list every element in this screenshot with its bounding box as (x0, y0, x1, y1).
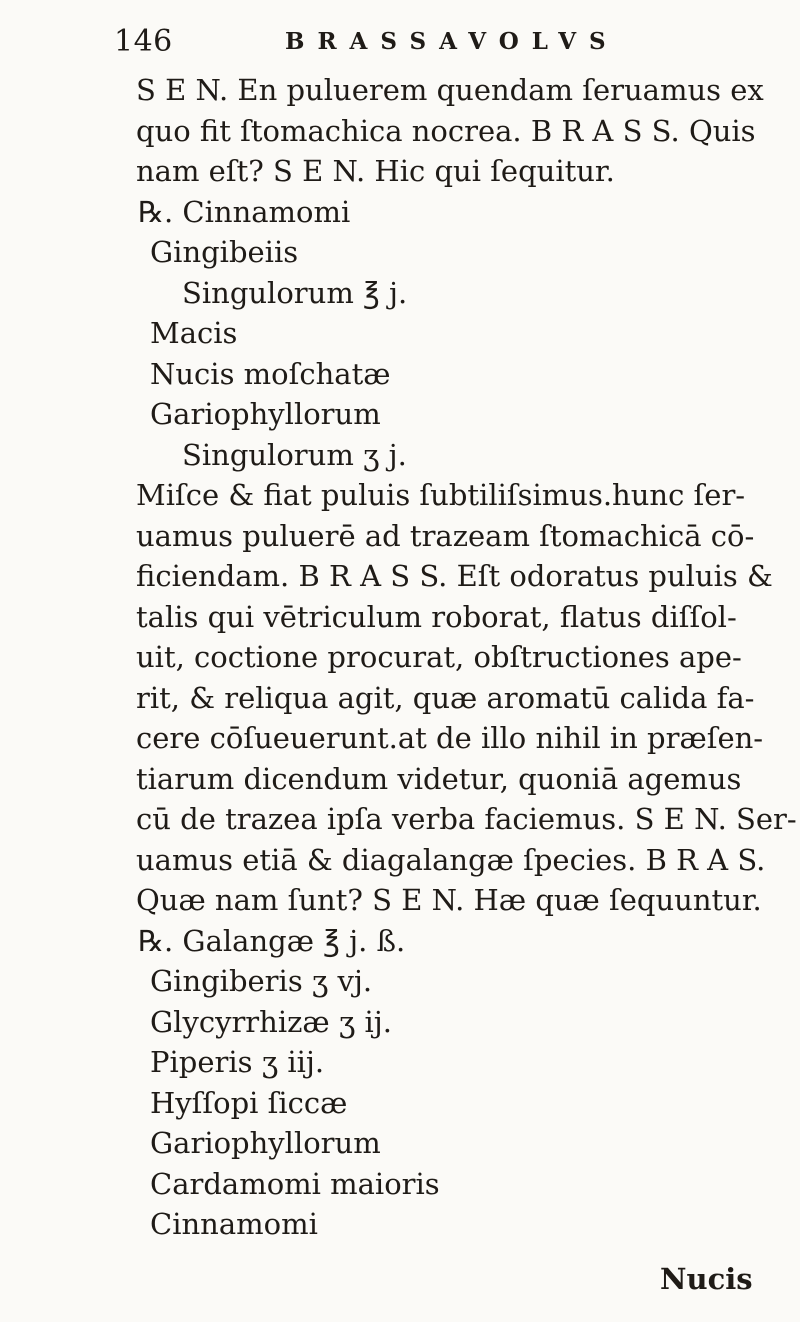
text-line: uamus puluerē ad trazeam ſtomachicā cō- (136, 518, 755, 553)
text-line: S E N. En puluerem quendam ſeruamus ex (136, 73, 764, 107)
page-header (110, 20, 670, 60)
recipe-line: Gingiberis ʒ vj. (150, 964, 373, 998)
recipe-line: Macis (150, 316, 238, 350)
recipe-line: Singulorum ℥ j. (182, 275, 408, 310)
text-line: Miſce & fiat puluis ſubtiliſsimus.hunc ſer- (136, 478, 746, 512)
text-line: quo fit ſtomachica nocrea. B R A S S. Quis (136, 113, 756, 148)
recipe-line: Cinnamomi (150, 1207, 318, 1241)
recipe-line: Singulorum ʒ j. (182, 437, 407, 472)
recipe-line: ℞. Galangæ ℥ j. ß. (138, 923, 406, 958)
text-line: uamus etiā & diagalangæ ſpecies. B R A S. (136, 842, 766, 877)
text-line: nam eſt? S E N. Hic qui ſequitur. (136, 154, 615, 188)
recipe-line: Piperis ʒ iij. (150, 1045, 325, 1079)
body-text (136, 70, 797, 1245)
recipe-line: Glycyrrhizæ ʒ ij. (150, 1004, 392, 1039)
page-number: 146 (114, 24, 173, 59)
text-line: tiarum dicendum videtur, quoniā agemus (136, 761, 742, 796)
text-line: cū de trazea ipſa verba faciemus. S E N. Ser- (136, 802, 797, 836)
text-line: uit, coctione procurat, obſtructiones ape- (136, 640, 742, 674)
recipe-line: ℞. Cinnamomi (138, 194, 351, 229)
catchword: Nucis (660, 1262, 753, 1296)
recipe-line: Hyſſopi ſiccæ (150, 1085, 348, 1120)
text-line: rit, & reliqua agit, quæ aromatū calida fa- (136, 680, 755, 715)
recipe-line: Gariophyllorum (150, 1126, 381, 1160)
text-line: cere cōſueuerunt.at de illo nihil in præſen- (136, 721, 764, 755)
recipe-line: Gingibeiis (150, 235, 299, 269)
text-line: talis qui vētriculum roborat, flatus diſſol- (136, 599, 737, 634)
recipe-line: Nucis moſchatæ (150, 356, 391, 391)
text-line: Quæ nam ſunt? S E N. Hæ quæ ſequuntur. (136, 883, 762, 917)
text-line: ficiendam. B R A S S. Eſt odoratus puluis & (136, 559, 773, 593)
running-title: BRASSAVOLVS (285, 28, 619, 55)
recipe-line: Gariophyllorum (150, 397, 381, 431)
recipe-line: Cardamomi maioris (150, 1166, 440, 1201)
